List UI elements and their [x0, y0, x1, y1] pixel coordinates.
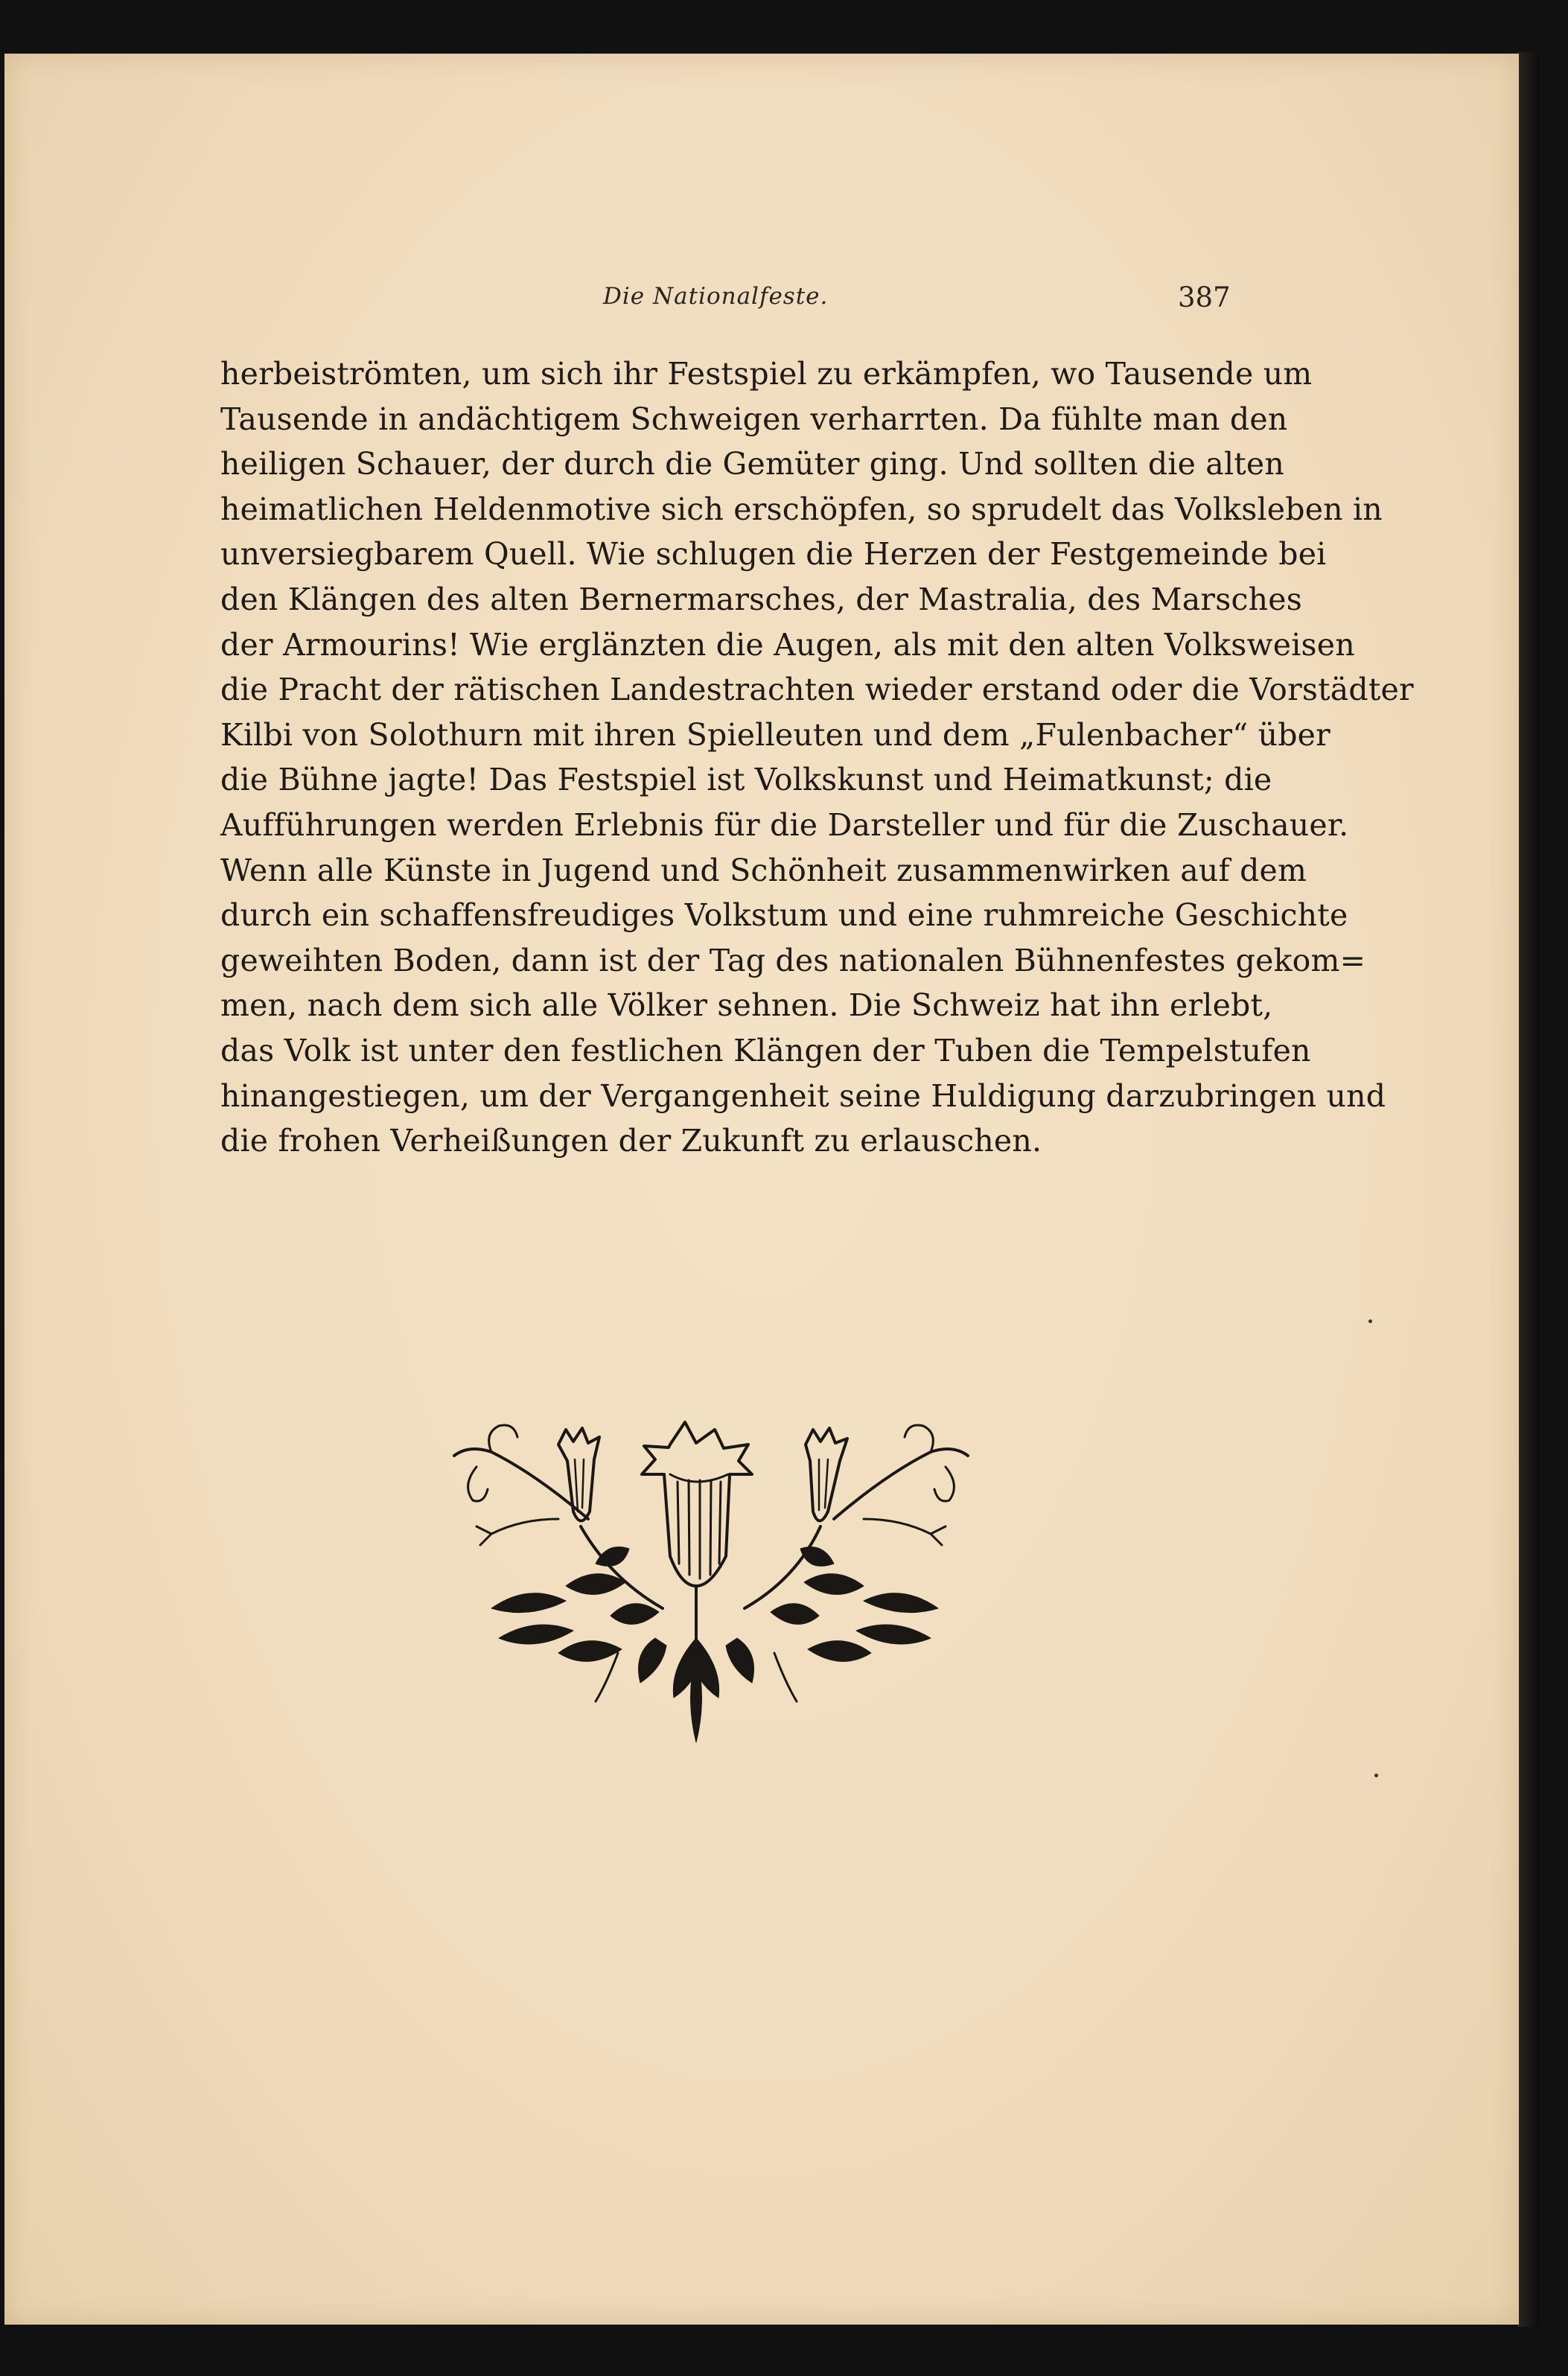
text-line: das Volk ist unter den festlichen Klängen der Tuben die Tempelstufen	[220, 1032, 1311, 1068]
text-line: geweihten Boden, dann ist der Tag des nationalen Bühnenfestes gekom=	[220, 942, 1366, 978]
page-edge	[1517, 52, 1540, 2327]
scan-speck	[1368, 1319, 1372, 1323]
page-number: 387	[1178, 281, 1231, 313]
text-line: Wenn alle Künste in Jugend und Schönheit zusammenwirken auf dem	[220, 852, 1307, 888]
text-line: Aufführungen werden Erlebnis für die Darsteller und für die Zuschauer.	[220, 806, 1349, 843]
body-paragraph	[220, 351, 1414, 1164]
text-line: den Klängen des alten Bernermarsches, der Mastralia, des Marsches	[220, 581, 1302, 617]
text-line-last: die frohen Verheißungen der Zukunft zu erlauschen.	[220, 1123, 1042, 1159]
text-line: herbeiströmten, um sich ihr Festspiel zu erkämpfen, wo Tausende um	[220, 356, 1313, 392]
running-head: Die Nationalfeste.	[603, 283, 829, 310]
text-line: unversiegbarem Quell. Wie schlugen die Herzen der Festgemeinde bei	[220, 536, 1327, 573]
text-line: die Bühne jagte! Das Festspiel ist Volkskunst und Heimatkunst; die	[220, 762, 1272, 798]
text-line: men, nach dem sich alle Völker sehnen. Die Schweiz hat ihn erlebt,	[220, 987, 1273, 1024]
text-line: Tausende in andächtigem Schweigen verharrten. Da fühlte man den	[220, 401, 1288, 437]
text-line: Kilbi von Solothurn mit ihren Spielleuten und dem „Fulenbacher“ über	[220, 716, 1330, 753]
text-line: der Armourins! Wie erglänzten die Augen, als mit den alten Volksweisen	[220, 626, 1355, 663]
gentian-flower-ornament-icon	[447, 1415, 983, 1757]
scan-speck	[1374, 1774, 1378, 1777]
text-line: durch ein schaffensfreudiges Volkstum und eine ruhmreiche Geschichte	[220, 897, 1348, 934]
text-line: die Pracht der rätischen Landestrachten wieder erstand oder die Vorstädter	[220, 672, 1414, 708]
text-line: heimatlichen Heldenmotive sich erschöpfen, so sprudelt das Volksleben in	[220, 491, 1383, 527]
text-line: hinangestiegen, um der Vergangenheit seine Huldigung darzubringen und	[220, 1077, 1386, 1114]
text-line: heiligen Schauer, der durch die Gemüter ging. Und sollten die alten	[220, 446, 1285, 482]
